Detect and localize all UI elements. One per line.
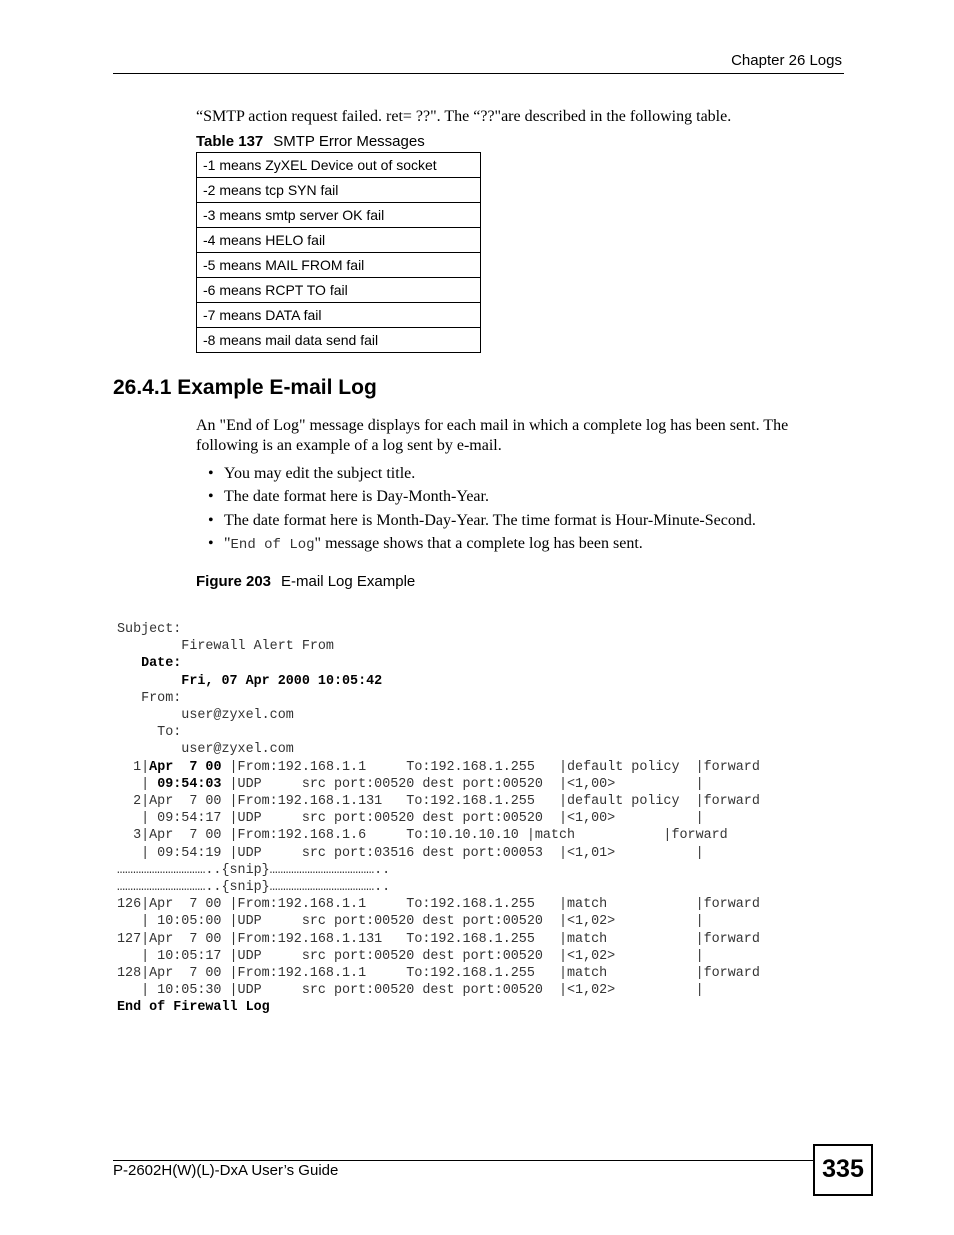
log-line: ……………………………..{snip}…………………………………..	[117, 880, 391, 896]
table-row	[197, 278, 481, 303]
table-cell: -3 means smtp server OK fail	[197, 203, 481, 228]
log-line-bold: Apr 7 00	[149, 759, 222, 775]
log-line	[117, 674, 181, 689]
inline-code: End of Log	[230, 536, 315, 553]
footer-divider	[113, 1160, 813, 1161]
bullet-icon: •	[208, 511, 214, 529]
table-caption	[196, 133, 425, 150]
list-item	[196, 511, 756, 534]
table-cell: -5 means MAIL FROM fail	[197, 253, 481, 278]
figure-label: Figure 203	[196, 573, 272, 590]
log-line: 126|Apr 7 00 |From:192.168.1.1 To:192.168.1.255 |match |forward	[117, 897, 760, 913]
intro-text: “SMTP action request failed. ret= ??". The “??"are described in the following table.	[196, 108, 732, 125]
list-item-text: The date format here is Day-Month-Year.	[224, 488, 489, 506]
page-number: 335	[813, 1144, 873, 1196]
list-item-text: " message shows that a complete log has been sent.	[314, 534, 643, 552]
log-line: |	[117, 776, 158, 792]
log-line	[117, 656, 141, 671]
log-line: Firewall Alert From	[117, 639, 334, 655]
figure-title: E-mail Log Example	[281, 573, 416, 590]
table-row	[197, 228, 481, 253]
table-cell: -8 means mail data send fail	[197, 328, 481, 353]
list-item	[196, 464, 756, 487]
email-log-example	[117, 621, 760, 1017]
log-line: | 09:54:17 |UDP src port:00520 dest port:00520 |<1,00> |	[117, 811, 704, 827]
body-paragraph: An "End of Log" message displays for each mail in which a complete log has been sent. The following is an example of a log sent by e-mail.	[196, 417, 789, 454]
log-line-bold: End of Firewall Log	[117, 1000, 270, 1016]
bullet-list	[196, 464, 756, 557]
list-item	[196, 487, 756, 510]
table-cell: -7 means DATA fail	[197, 303, 481, 328]
table-row	[197, 153, 481, 178]
smtp-error-table	[196, 152, 481, 353]
log-line: | 10:05:00 |UDP src port:00520 dest port:00520 |<1,02> |	[117, 914, 704, 930]
log-line: Subject:	[117, 622, 182, 637]
list-item-text: "	[224, 534, 231, 552]
log-line: 2|Apr 7 00 |From:192.168.1.131 To:192.168.1.255 |default policy |forward	[117, 794, 760, 810]
log-line: | 09:54:19 |UDP src port:03516 dest port:00053 |<1,01> |	[117, 845, 704, 861]
header-divider	[113, 73, 844, 74]
log-line: |UDP src port:00520 dest port:00520 |<1,00> |	[221, 776, 704, 792]
log-line: 3|Apr 7 00 |From:192.168.1.6 To:10.10.10.10 |match |forward	[117, 828, 728, 844]
table-row	[197, 303, 481, 328]
log-line: |From:192.168.1.1 To:192.168.1.255 |default policy |forward	[221, 759, 760, 775]
list-item-text: The date format here is Month-Day-Year. The time format is Hour-Minute-Second.	[224, 511, 756, 529]
bullet-icon: •	[208, 488, 214, 506]
log-line-bold: Date:	[141, 656, 182, 672]
table-cell: -6 means RCPT TO fail	[197, 278, 481, 303]
log-line: To:	[117, 725, 182, 741]
table-row	[197, 253, 481, 278]
list-item	[196, 534, 756, 557]
table-cell: -1 means ZyXEL Device out of socket	[197, 153, 481, 178]
list-item-text: You may edit the subject title.	[224, 465, 416, 482]
section-heading: 26.4.1 Example E-mail Log	[113, 376, 377, 399]
bullet-icon: •	[208, 534, 214, 552]
running-header: Chapter 26 Logs	[731, 52, 842, 69]
table-row	[197, 178, 481, 203]
log-line: user@zyxel.com	[117, 742, 294, 758]
log-line: user@zyxel.com	[117, 708, 294, 724]
table-cell: -4 means HELO fail	[197, 228, 481, 253]
table-cell: -2 means tcp SYN fail	[197, 178, 481, 203]
table-row	[197, 328, 481, 353]
log-line: | 10:05:17 |UDP src port:00520 dest port:00520 |<1,02> |	[117, 948, 704, 964]
footer-guide-title: P-2602H(W)(L)-DxA User’s Guide	[113, 1162, 339, 1179]
log-line: 128|Apr 7 00 |From:192.168.1.1 To:192.168.1.255 |match |forward	[117, 966, 760, 982]
log-line: From:	[117, 690, 182, 706]
log-line: | 10:05:30 |UDP src port:00520 dest port:00520 |<1,02> |	[117, 983, 704, 999]
log-line-bold: 09:54:03	[157, 776, 222, 792]
log-line: 1|	[117, 759, 150, 775]
figure-caption	[196, 573, 415, 590]
log-line-bold: Fri, 07 Apr 2000 10:05:42	[181, 673, 383, 689]
log-line: ……………………………..{snip}…………………………………..	[117, 862, 391, 878]
table-title: SMTP Error Messages	[273, 133, 425, 150]
table-label: Table 137	[196, 133, 264, 150]
log-line: 127|Apr 7 00 |From:192.168.1.131 To:192.168.1.255 |match |forward	[117, 931, 760, 947]
bullet-icon: •	[208, 465, 214, 482]
table-row	[197, 203, 481, 228]
